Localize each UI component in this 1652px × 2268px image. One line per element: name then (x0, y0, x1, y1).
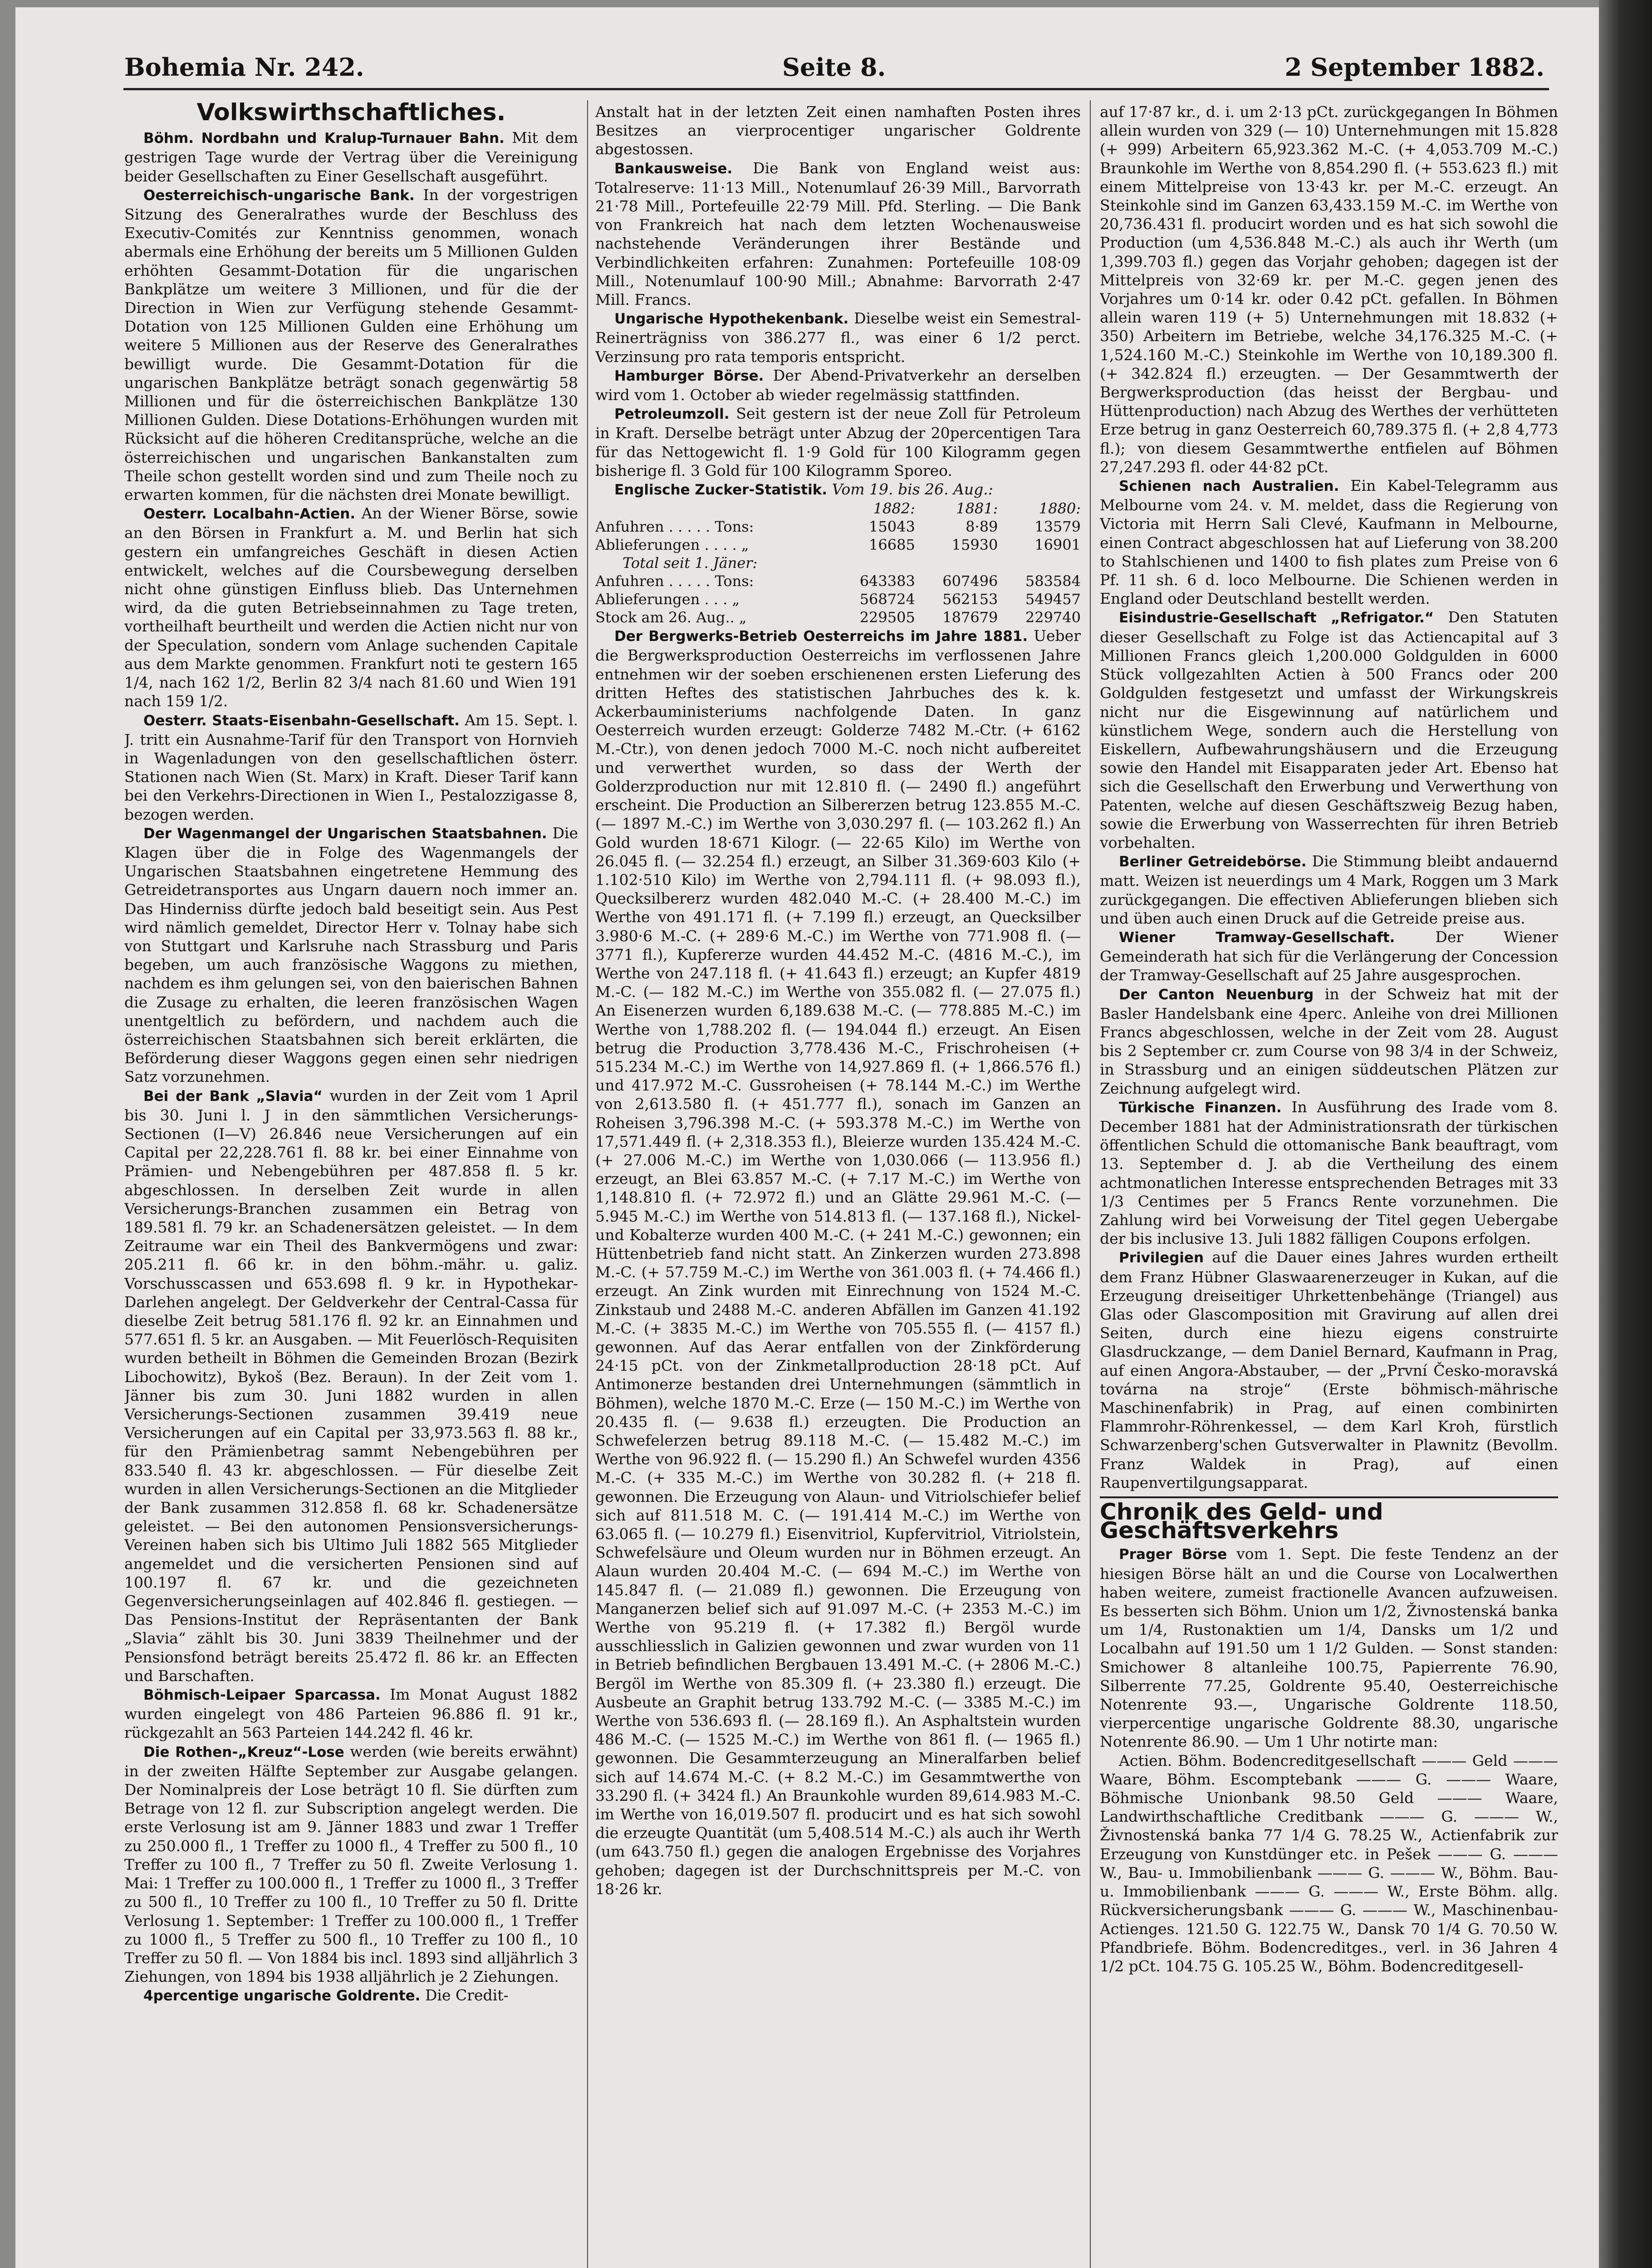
article (595, 309, 1081, 366)
article (124, 128, 578, 186)
article-continuation: Anstalt hat in der letzten Zeit einen namhaften Posten ihres Besitzes an vierprocentiger ungarischer Goldrente abgestossen. (595, 103, 1081, 158)
table-row (595, 590, 1081, 608)
article-body: Im Monat August 1882 wurden eingelegt von 486 Parteien 96.886 fl. 91 kr., rückgezahlt an 563 Parteien 144.242 fl. 46 kr. (124, 1686, 578, 1742)
table-cell: Ablieferungen . . . „ (595, 591, 740, 608)
section-title: Chronik des Geld- und Geschäftsverkehrs (1100, 1496, 1558, 1540)
article-heading: Berliner Getreidebörse. (1119, 854, 1307, 870)
article (595, 404, 1081, 480)
article-heading: 4percentige ungarische Goldrente. (143, 1988, 421, 2004)
article-body: Am 15. Sept. l. J. tritt ein Ausnahme-Tarif für den Transport von Hornvieh in Wagenladungen von den gesellschaftlichen österr. Stationen nach Wien (St. Marx) in Kraft. Dieser Tarif kann bei den Verkehrs-Directionen in Wien I., Pestalozzigasse 8, bezogen werden. (124, 711, 578, 823)
newspaper-page (15, 7, 1599, 2268)
table-cell: 16901 (1034, 536, 1081, 554)
table-row (595, 554, 1081, 572)
table-cell: Anfuhren . . . . . Tons: (595, 572, 754, 590)
table-subheading: Total seit 1. Jäner: (623, 554, 758, 572)
table-cell: 13579 (1034, 518, 1081, 536)
table-header: 1880: (1039, 500, 1081, 518)
table-cell: 16685 (869, 536, 915, 554)
column-3 (1100, 103, 1558, 2268)
article-heading: Bei der Bank „Slavia“ (143, 1088, 323, 1105)
table-cell: 549457 (1025, 591, 1081, 608)
article-heading: Böhm. Nordbahn und Kralup-Turnauer Bahn. (143, 130, 505, 147)
table-cell: 15930 (951, 536, 998, 554)
article (124, 824, 578, 1086)
article-body: in der Schweiz hat mit der Basler Handelsbank eine 4perc. Anleihe von drei Millionen Francs abgeschlossen, welche in der Zeit vom 28. August bis 2 September cr. zum Course von 98 3/4 in der Schweiz, in Strassburg und an einigen süddeutschen Plätzen zur Zeichnung aufgelegt wird. (1100, 985, 1558, 1097)
article (1100, 1248, 1558, 1492)
column-1 (124, 103, 578, 2268)
table-cell: 8·89 (966, 518, 998, 536)
article (124, 186, 578, 504)
article-heading: Petroleumzoll. (614, 406, 730, 423)
table-cell: 229505 (859, 609, 915, 626)
table-header: 1882: (873, 500, 915, 518)
sugar-statistics-table (595, 499, 1081, 626)
article-body: Die Stimmung bleibt andauernd matt. Weizen ist neuerdings um 4 Mark, Roggen um 3 Mark zurückgegangen. Die effectiven Ablieferungen blieben sich und üben auch einen Druck auf die Getreide preise aus. (1100, 852, 1558, 927)
article-heading: Oesterreichisch-ungarische Bank. (143, 187, 415, 204)
article-body: Mit dem gestrigen Tage wurde der Vertrag über die Vereinigung beider Gesellschaften zu Einer Gesellschaft ausgeführt. (124, 129, 578, 185)
article (124, 1086, 578, 1686)
article (595, 480, 1081, 499)
article-heading: Der Canton Neuenburg (1119, 986, 1314, 1003)
article (124, 504, 578, 710)
article-body: Seit gestern ist der neue Zoll für Petroleum in Kraft. Derselbe beträgt unter Abzug der 20percentigen Tara für das Nettogewicht fl. 1·9 Gold für 100 Kilogramm gegen bisherige fl. 3 Gold für 100 Kilogramm Sporeo. (595, 405, 1081, 479)
article-heading: Hamburger Börse. (614, 367, 764, 384)
header-page-number: Seite 8. (782, 53, 886, 82)
article (1100, 928, 1558, 985)
column-2 (595, 103, 1081, 2268)
article (1100, 1545, 1558, 1751)
article-body: Ein Kabel-Telegramm aus Melbourne vom 24. v. M. meldet, dass die Regierung von Victoria mit Herrn Sali Clevé, Kaufmann in Melbourne, einen Contract abgeschlossen hat auf Lieferung von 38.200 to Stahlschienen und 1400 to fish plates zum Preise von 6 Pf. 11 sh. 6 d. loco Melbourne. Die Schienen werden in England oder Deutschland bestellt werden. (1100, 477, 1558, 608)
article (1100, 985, 1558, 1098)
article-body: auf die Dauer eines Jahres wurden ertheilt dem Franz Hübner Glaswaarenerzeuger in Kukan, auf die Erzeugung dreiseitiger Uhrkettenbehänge (Triangel) aus Glas oder Glascomposition mit Gravirung auf allen drei Seiten, durch eine hiezu eigens construirte Glasdruckzange, — dem Daniel Bernard, Kaufmann in Prag, auf einen Angora-Abstauber, — der „První Česko-moravská továrna na stroje“ (Erste böhmisch-mährische Maschinenfabrik) in Prag, auf einen combinirten Flammrohr-Röhrenkessel, — dem Karl Kroh, fürstlich Schwarzenberg'schen Gutsverwalter in Plawnitz (Bevollm. Franz Waldek in Prag), auf einen Raupenvertilgungsapparat. (1100, 1248, 1558, 1491)
table-cell: 187679 (942, 609, 998, 626)
table-cell: 583584 (1025, 572, 1081, 590)
article-body: Dieselbe weist ein Semestral-Reinerträgniss von 386.277 fl., was einer 6 1/2 perct. Verzinsung pro rata temporis entspricht. (595, 309, 1081, 366)
table-row (595, 518, 1081, 536)
article-body: wurden in der Zeit vom 1 April bis 30. Juni l. J in den sämmtlichen Versicherungs-Sectionen (I—V) 26.846 neue Versicherungen auf ein Capital per 22,228.761 fl. 88 kr. bei einer Einnahme von Prämien- und Nebengebühren per 487.858 fl. 5 kr. abgeschlossen. In derselben Zeit wurde in allen Versicherungs-Branchen zusammen ein Betrag von 189.581 fl. 79 kr. an Schadenersätzen geleistet. — In dem Zeitraume war ein Theil des Bankvermögens und zwar: 205.211 fl. 66 kr. in den böhm.-mähr. u. galiz. Vorschusscassen und 653.698 fl. 9 kr. in Hypothekar-Darlehen angelegt. Der Geldverkehr der Central-Cassa für dieselbe Zeit betrug 581.176 fl. 92 kr. an Einnahmen und 577.651 fl. 5 kr. an Ausgaben. — Mit Feuerlösch-Requisiten wurden betheilt in Böhmen die Gemeinden Brozan (Bezirk Libochowitz), Bykoš (Bez. Beraun). In der Zeit vom 1. Jänner bis zum 30. Juni 1882 wurden in allen Versicherungs-Sectionen zusammen 39.419 neue Versicherungen auf ein Capital per 33,973.563 fl. 88 kr., für den Prämienbetrag sammt Nebengebühren per 833.540 fl. 43 kr. abgeschlossen. — Für dieselbe Zeit wurden in allen Versicherungs-Sectionen an die Mitglieder der Bank zusammen 312.858 fl. 68 kr. Schadenersätze geleistet. — Bei den autonomen Pensionsversicherungs-Vereinen haben sich bis Ultimo Juli 1882 565 Mitglieder angemeldet und die versicherten Pensionen sind auf 100.197 fl. 67 kr. und die gezeichneten Gegenversicherungseinlagen auf 402.846 fl. gestiegen. — Das Pensions-Institut der Repräsentanten der Bank „Slavia“ zählt bis 30. Juni 3839 Theilnehmer und der Pensionsfond beträgt bereits 25.472 fl. 86 kr. an Effecten und Barschaften. (124, 1086, 578, 1685)
table-cell: 15043 (869, 518, 915, 536)
column-divider (587, 100, 588, 2268)
article (124, 1986, 578, 2005)
table-cell: Stock am 26. Aug.. „ (595, 609, 747, 626)
table-row (595, 536, 1081, 554)
article (595, 366, 1081, 404)
article (1100, 608, 1558, 852)
article-body: Vom 19. bis 26. Aug.: (832, 480, 993, 499)
table-cell: 229740 (1025, 609, 1081, 626)
table-row (595, 572, 1081, 590)
article-heading: Englische Zucker-Statistik. (614, 482, 828, 499)
article-body: Die Bank von England weist aus: Totalreserve: 11·13 Mill., Notenumlauf 26·39 Mill., Barvorrath 21·78 Mill., Portefeuille 22·79 Mill. Pfd. Sterling. — Die Bank von Frankreich hat nach dem letzten Wochenausweise nachstehende Veränderungen ihrer Bestände und Verbindlichkeiten erfahren: Zunahmen: Portefeuille 108·09 Mill., Notenumlauf 100·90 Mill.; Abnahme: Barvorrath 2·47 Mill. Francs. (595, 159, 1081, 309)
article-heading: Türkische Finanzen. (1119, 1099, 1282, 1116)
article-body: An der Wiener Börse, sowie an den Börsen in Frankfurt a. M. und Berlin hat sich gestern ein umfangreiches Geschäft in diesen Actien entwickelt, welches auf die Coursbewegung derselben nicht ohne günstigen Einfluss blieb. Das Unternehmen wird, da die guten Betriebseinnahmen zu Tage treten, vortheilhaft beurtheilt und werden die Actien nicht nur von der Speculation, sondern vom Anlage suchenden Capitale aus dem Markte genommen. Frankfurt noti te gestern 165 1/4, nach 162 1/2, Berlin 82 3/4 nach 81.60 und Wien 191 nach 159 1/2. (124, 504, 578, 710)
article (124, 1685, 578, 1742)
article-continuation: auf 17·87 kr., d. i. um 2·13 pCt. zurückgegangen In Böhmen allein wurden von 329 (— 10) Unternehmungen mit 15.828 (+ 999) Arbeitern 65,923.362 M.-C. (+ 4,053.709 M.-C.) Braunkohle im Werthe von 8,854.290 fl. (+ 553.623 fl.) mit einem Mittelpreise von 13·43 kr. per M.-C. erzeugt. An Steinkohle sind im Ganzen 63,433.159 M.-C. im Werthe von 20,736.431 fl. producirt worden und es hat sich sowohl die Production (um 4,536.848 M.-C.) als auch ihr Werth (um 1,399.703 fl.) gegen das Vorjahr gehoben; dagegen ist der Mittelpreis von 32·69 kr. per M.-C. gegen jenen des Vorjahres um 0·14 kr. oder 0.42 pCt. gefallen. In Böhmen allein waren 119 (+ 5) Unternehmungen mit 18.832 (+ 350) Arbeitern im Betriebe, welche 34,176.325 M.-C. (+ 1,524.160 M.-C.) Steinkohle im Werthe von 10,189.300 fl. (+ 342.824 fl.) erzeugten. — Der Gesammtwerth der Bergwerksproduction (das heisst der Bergbau- und Hüttenproduction) nach Abzug des Werthes der verhütteten Erze betrug in ganz Oesterreich 60,789.375 fl. (+ 2,8 4,773 fl.); von diesem Gesammtwerthe entfielen auf Böhmen 27,247.293 fl. oder 44·82 pCt. (1100, 103, 1558, 476)
article-body: vom 1. Sept. Die feste Tendenz an der hiesigen Börse hält an und die Course von Localwerthen haben weitere, zumeist fractionelle Avancen aufzuweisen. Es besserten sich Böhm. Union um 1/2, Živnostenská banka um 1/4, Rustonaktien um 1/4, Dansks um 1/2 und Localbahn auf 191.50 um 1 1/2 Gulden. — Sonst standen: Smichower 8 altanleihe 100.75, Papierrente 76.90, Silberrente 77.25, Goldrente 95.40, Oesterreichische Notenrente 93.—, Ungarische Goldrente 118.50, vierpercentige ungarische Goldrente 88.30, ungarische Notenrente 86.90. — Um 1 Uhr notirte man: (1100, 1545, 1558, 1751)
page-header (124, 53, 1544, 89)
article (595, 626, 1081, 1898)
table-cell: 643383 (859, 572, 915, 590)
article-heading: Bankausweise. (614, 160, 733, 177)
article-heading: Böhmisch-Leipaer Sparcassa. (143, 1687, 381, 1704)
article-heading: Die Rothen-„Kreuz“-Lose (143, 1744, 344, 1760)
table-cell: 607496 (942, 572, 998, 590)
article (124, 1742, 578, 1986)
article-body: Der Abend-Privatverkehr an derselben wird vom 1. October ab wieder regelmässig stattfinden. (595, 366, 1081, 404)
table-cell: Ablieferungen . . . . „ (595, 536, 749, 554)
article (1100, 476, 1558, 608)
article (1100, 1098, 1558, 1248)
article-body: Ueber die Bergwerksproduction Oesterreichs im verflossenen Jahre entnehmen wir der soeben erschienenen ersten Lieferung des dritten Heftes des statistischen Jahrbuches des k. k. Ackerbauministeriums nachfolgende Daten. In ganz Oesterreich wurden erzeugt: Golderze 7482 M.-Ctr. (+ 6162 M.-Ctr.), von denen jedoch 7000 M.-C. noch nicht aufbereitet und verwerthet wurden, so dass der Werth der Golderzproduction nur mit 12.810 fl. (— 2490 fl.) angeführt erscheint. Die Production an Silbererzen betrug 123.855 M.-C. (— 1897 M.-C.) im Werthe von 3,030.297 fl. (— 103.262 fl.) An Gold wurden 18·671 Kilogr. (— 22·65 Kilo) im Werthe von 26.045 fl. (— 32.254 fl.) erzeugt, an Silber 31.369·603 Kilo (+ 1.102·510 Kilo) im Werthe von 2,794.111 fl. (+ 98.093 fl.), Quecksilbererz wurden 482.040 M.-C. (+ 28.400 M.-C.) im Werthe von 491.171 fl. (+ 7.199 fl.) erzeugt, an Quecksilber 3.980·6 M.-C. (+ 289·6 M.-C.) im Werthe von 771.908 fl. (— 3771 fl.), Kupfererze wurden 44.452 M.-C. (4816 M.-C.), im Werthe von 247.118 fl. (+ 41.643 fl.) erzeugt; an Kupfer 4819 M.-C. (— 182 M.-C.) im Werthe von 355.082 fl. (— 27.075 fl.) An Eisenerzen wurden 6,189.638 M.-C. (— 778.885 M.-C.) im Werthe von 1,788.202 fl. (— 194.044 fl.) erzeugt. An Eisen betrug die Production 3,778.436 M.-C., Frischroheisen (+ 515.234 M.-C.) im Werthe von 14,927.869 fl. (+ 1,866.576 fl.) und 417.972 M.-C. Gussroheisen (+ 78.144 M.-C.) im Werthe von 2,613.580 fl. (+ 451.777 fl.), sonach im Ganzen an Roheisen 3,796.398 M.-C. (+ 593.378 M.-C.) im Werthe von 17,571.449 fl. (+ 2,318.353 fl.), Bleierze wurden 135.424 M.-C. (+ 27.006 M.-C.) im Werthe von 1,030.066 (— 113.956 fl.) erzeugt, an Blei 63.857 M.-C. (+ 7.17 M.-C.) im Werthe von 1,148.810 fl. (+ 72.972 fl.) und an Glätte 29.961 M.-C. (— 5.945 M.-C.) im Werthe von 514.813 fl. (— 137.168 fl.), Nickel- und Kobalterze wurden 400 M.-C. (+ 241 M.-C.) gewonnen; ein Hüttenbetrieb fand nicht statt. An Zinkerzen wurden 273.898 M.-C. (+ 57.759 M.-C.) im Werthe von 361.003 fl. (+ 74.466 fl.) erzeugt. An Zink wurden mit Einrechnung von 1524 M.-C. Zinkstaub und 2488 M.-C. anderen Abfällen im Ganzen 41.192 M.-C. (+ 3835 M.-C.) im Werthe von 705.555 fl. (— 4157 fl.) gewonnen. Auf das Aerar entfallen von der Zinkförderung 24·15 pCt. von der Zinkmetallproduction 28·18 pCt. Auf Antimonerze bestanden drei Unternehmungen (sämmtlich in Böhmen), welche 1870 M.-C. Erze (— 150 M.-C.) im Werthe von 20.435 fl. (— 9.638 fl.) erzeugten. Die Production an Schwefelerzen betrug 89.118 M.-C. (— 15.482 M.-C.) im Werthe von 96.922 fl. (— 15.290 fl.) An Schwefel wurden 4356 M.-C. (+ 335 M.-C.) im Werthe von 30.282 fl. (+ 218 fl. gewonnen. Die Erzeugung von Alaun- und Vitriolschiefer belief sich auf 811.518 M. C. (— 191.414 M.-C.) im Werthe von 63.065 fl. (— 10.279 fl.) Eisenvitriol, Kupfervitriol, Vitriolstein, Schwefelsäure und Oleum wurden nur in Böhmen erzeugt. An Alaun wurden 20.404 M.-C. (— 694 M.-C.) im Werthe von 145.847 fl. (— 21.089 fl.) gewonnen. Die Erzeugung von Manganerzen belief sich auf 91.097 M.-C. (+ 2353 M.-C.) im Werthe von 95.219 fl. (+ 17.382 fl.) Bergöl wurde ausschliesslich in Galizien gewonnen und zwar wurden von 11 in Betrieb befindlichen Bergbauen 13.491 M.-C. (+ 2806 M.-C.) Bergöl im Werthe von 85.309 fl. (+ 23.380 fl.) erzeugt. Die Ausbeute an Graphit betrug 133.792 M.-C. (— 3385 M.-C.) im Werthe von 536.693 fl. (— 28.169 fl.). An Asphaltstein wurden 486 M.-C. (— 1525 M.-C.) im Werthe von 861 fl. (— 1965 fl.) gewonnen. Die Gesammterzeugung an Mineralfarben belief sich auf 14.674 M.-C. (+ 8.2 M.-C.) im Gesammtwerthe von 33.290 fl. (+ 3424 fl.) An Braunkohle wurden 89,614.983 M.-C. im Werthe von 16,019.507 fl. producirt und es hat sich sowohl die erzeugte Quantität (um 5,408.514 M.-C.) als auch ihr Werth (um 643.750 fl.) gegen die analogen Ergebnisse des Vorjahres gehoben; dagegen ist der Durchschnittspreis per M.-C. von 18·26 kr. (595, 627, 1081, 1898)
section-title: Volkswirthschaftliches. (196, 103, 506, 126)
article (124, 711, 578, 824)
table-row (595, 608, 1081, 626)
article: Actien. Böhm. Bodencreditgesellschaft ——— Geld ——— Waare, Böhm. Escomptebank ——— G. ——— Waare, Böhmische Unionbank 98.50 Geld ——— Waare, Landwirthschaftliche Creditbank ——— G. ——— W., Živnostenská banka 77 1/4 G. 78.25 W., Actienfabrik zur Erzeugung von Kunstdünger etc. in Pešek ——— G. ——— W., Bau- u. Immobilienbank ——— G. ——— W., Böhm. Bau- u. Immobilienbank ——— G. ——— W., Erste Böhm. allg. Rückversicherungsbank ——— G. ——— W., Maschinenbau-Actienges. 121.50 G. 122.75 W., Dansk 70 1/4 G. 70.50 W. Pfandbriefe. Böhm. Bodencreditges., verl. in 36 Jahren 4 1/2 pCt. 104.75 G. 105.25 W., Böhm. Bodencreditgesell- (1100, 1751, 1558, 1975)
article-body: Den Statuten dieser Gesellschaft zu Folge ist das Actiencapital auf 3 Millionen Francs gleich 1,200.000 Goldgulden in 6000 Stück vollgezahlten Actien à 500 Francs oder 200 Goldgulden festgesetzt und umfasst der Wirkungskreis nicht nur die Eisgewinnung auf natürlichem und künstlichem Wege, sondern auch die Herstellung von Eiskellern, Aufbewahrungshäusern und die Erzeugung sowie den Handel mit Eisapparaten jeder Art. Ebenso hat sich die Gesellschaft den Erwerbung und Verwerthung von Patenten, welche auf diesen Geschäftszweig Bezug haben, sowie die Erwerbung von Wasserrechten für ihren Betrieb vorbehalten. (1100, 608, 1558, 851)
article-heading: Wiener Tramway-Gesellschaft. (1119, 929, 1395, 946)
table-cell (595, 499, 832, 518)
article (1100, 852, 1558, 928)
scan-border (1599, 0, 1652, 2268)
table-cell: 568724 (859, 591, 915, 608)
header-date: 2 September 1882. (1284, 53, 1544, 82)
article-body: In der vorgestrigen Sitzung des Generalrathes wurde der Beschluss des Executiv-Comités zur Kenntniss genommen, wonach abermals eine Erhöhung der bereits um 5 Millionen Gulden erhöhten Gesammt-Dotation für die ungarischen Bankplätze um weitere 3 Millionen, und für die der Direction in Wien zur Verfügung stehende Gesammt-Dotation von 125 Millionen Gulden eine Erhöhung um weitere 5 Millionen aus der Reserve des Generalrathes bewilligt wurde. Die Gesammt-Dotation für die ungarischen Bankplätze beträgt sonach gegenwärtig 58 Millionen und für die österreichischen Bankplätze 130 Millionen Gulden. Diese Dotations-Erhöhungen wurden mit Rücksicht auf die höheren Creditansprüche, welche an die österreichischen und ungarischen Bankanstalten zum Theile schon gestellt worden sind und zum Theile noch zu erwarten kommen, für die nächsten drei Monate bewilligt. (124, 186, 578, 504)
table-cell: 562153 (942, 591, 998, 608)
article-heading: Oesterr. Localbahn-Actien. (143, 506, 356, 523)
article-heading: Der Bergwerks-Betrieb Oesterreichs im Jahre 1881. (614, 628, 1028, 645)
article-heading: Privilegien (1119, 1250, 1204, 1266)
article-heading: Ungarische Hypothekenbank. (614, 311, 849, 327)
table-cell: Anfuhren . . . . . Tons: (595, 518, 754, 536)
article-body: In Ausführung des Irade vom 8. December 1881 hat der Administrationsrath der türkischen öffentlichen Schuld die ottomanische Bank beauftragt, vom 13. September d. J. ab die Vertheilung des einem achtmonatlichen Interesse entsprechenden Betrages mit 33 1/3 Centimes per 5 Francs Rente vorzunehmen. Die Zahlung wird bei Vorweisung der Titel gegen Uebergabe der bis inclusive 13. Juli 1882 fälligen Coupons erfolgen. (1100, 1098, 1558, 1248)
article-heading: Schienen nach Australien. (1119, 478, 1339, 495)
article-body: Die Klagen über die in Folge des Wagenmangels der Ungarischen Staatsbahnen eingetretene Hemmung des Getreidetransportes aus Ungarn dauern noch immer an. Das Hinderniss dürfte jedoch bald beseitigt sein. Aus Pest wird nämlich gemeldet, Director Herr v. Tolnay habe sich von Stuttgart und Karlsruhe nach Strassburg und Paris begeben, um auch französische Waggons zu miethen, nachdem es ihm gelungen sei, von den baierischen Bahnen die Zusage zu erhalten, die leeren französischen Wagen unentgeltlich zu befördern, und nachdem auch die österreichischen Staatsbahnen sich bereit erklärten, die Beförderung dieser Waggons gegen einen sehr niedrigen Satz vorzunehmen. (124, 824, 578, 1086)
header-issue: Bohemia Nr. 242. (124, 53, 364, 82)
article-heading: Prager Börse (1119, 1546, 1227, 1563)
article-heading: Eisindustrie-Gesellschaft „Refrigator.“ (1119, 610, 1434, 626)
article-heading: Oesterr. Staats-Eisenbahn-Gesellschaft. (143, 712, 460, 729)
table-header: 1881: (956, 500, 998, 518)
column-divider (1090, 100, 1091, 2268)
article-body: Der Wiener Gemeinderath hat sich für die Verlängerung der Concession der Tramway-Gesellschaft auf 25 Jahre ausgesprochen. (1100, 928, 1558, 984)
article-body: Die Credit- (425, 1986, 509, 2004)
article-heading: Der Wagenmangel der Ungarischen Staatsbahnen. (143, 825, 547, 842)
article (595, 159, 1081, 309)
header-rule (123, 88, 1549, 90)
article-body: werden (wie bereits erwähnt) in der zweiten Hälfte September zur Ausgabe gelangen. Der Nominalpreis der Lose beträgt 10 fl. Sie dürften zum Betrage von 12 fl. zur Subscription angelegt werden. Die erste Verlosung ist am 9. Jänner 1883 und zwar 1 Treffer zu 250.000 fl., 1 Treffer zu 1000 fl., 4 Treffer zu 500 fl., 10 Treffer zu 100 fl., 7 Treffer zu 50 fl. Zweite Verlosung 1. Mai: 1 Treffer zu 100.000 fl., 1 Treffer zu 1000 fl., 3 Treffer zu 500 fl., 10 Treffer zu 100 fl., 10 Treffer zu 50 fl. Dritte Verlosung 1. September: 1 Treffer zu 100.000 fl., 1 Treffer zu 1000 fl., 5 Treffer zu 500 fl., 10 Treffer zu 100 fl., 10 Treffer zu 50 fl. — Von 1884 bis incl. 1893 sind alljährlich 3 Ziehungen, von 1894 bis 1938 alljährlich je 2 Ziehungen. (124, 1742, 578, 1986)
